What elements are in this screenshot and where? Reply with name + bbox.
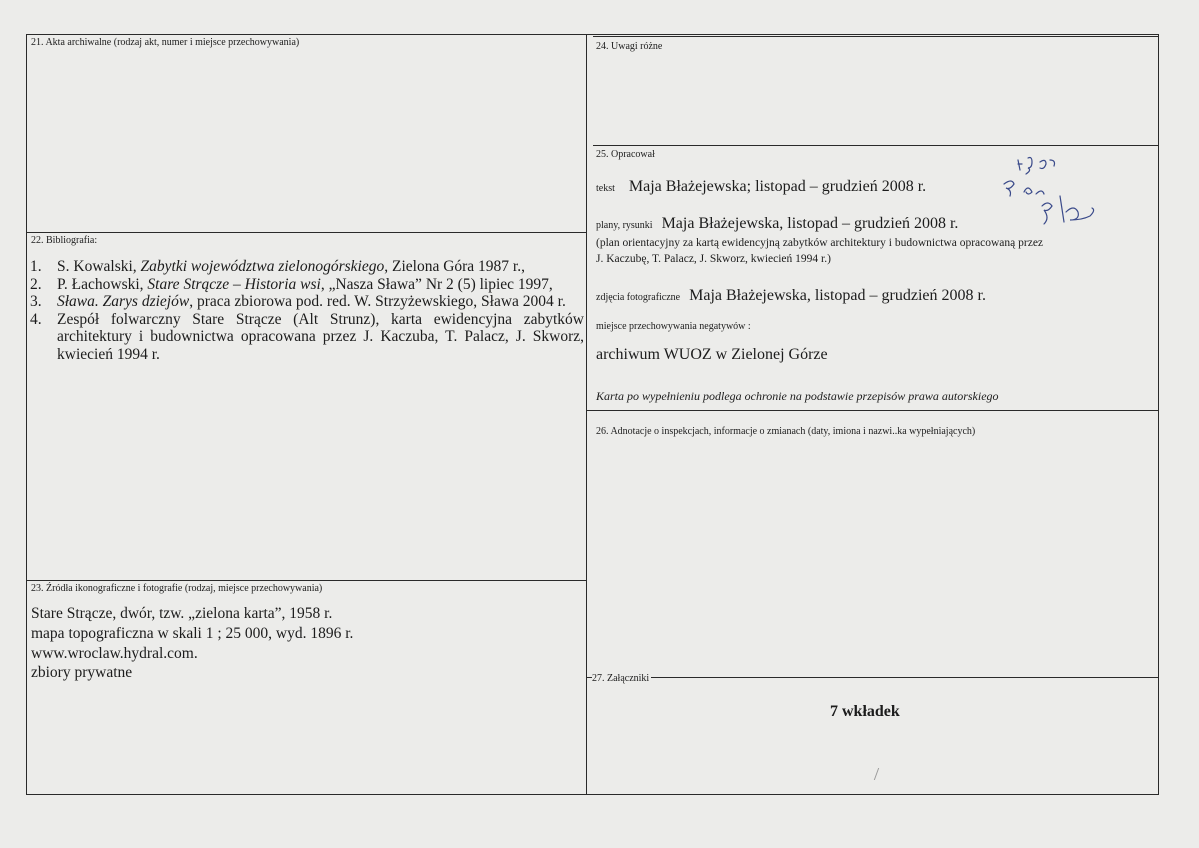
divider-22-23 <box>26 580 586 581</box>
bibliography-item <box>30 311 584 364</box>
bibliography-item-text: S. Kowalski, <box>57 258 141 275</box>
bibliography-item-number: 1. <box>30 258 42 275</box>
bibliography-item-title: Stare Strącze – Historia wsi <box>147 275 321 293</box>
divider-21-22 <box>26 232 586 233</box>
bibliography-item-text: , Zielona Góra 1987 r., <box>384 258 525 275</box>
bibliography-list <box>30 258 584 363</box>
bibliography-item-title: Zabytki województwa zielonogórskiego <box>140 258 385 275</box>
section-21-title: 21. Akta archiwalne (rodzaj akt, numer i miejsce przechowywania) <box>31 37 300 48</box>
plany-note: J. Kaczubę, T. Palacz, J. Skworz, kwiecień 1994 r.) <box>596 253 831 265</box>
divider-25-top <box>593 145 1158 146</box>
zdjecia-row <box>596 287 986 305</box>
bibliography-item <box>30 276 584 294</box>
tekst-row <box>596 178 926 196</box>
bibliography-item <box>30 293 584 311</box>
attachments-count: 7 wkładek <box>830 703 900 720</box>
bibliography-item-text: , „Nasza Sława” Nr 2 (5) lipiec 1997, <box>320 275 553 293</box>
copyright-note: Karta po wypełnieniu podlega ochronie na podstawie przepisów prawa autorskiego <box>596 389 999 403</box>
section-27-title: 27. Załączniki <box>592 673 650 684</box>
iconography-line: zbiory prywatne <box>31 664 133 681</box>
section-22-title: 22. Bibliografia: <box>31 235 98 246</box>
section-23-title: 23. Źródła ikonograficzne i fotografie (rodzaj, miejsce przechowywania) <box>31 583 323 594</box>
divider-24-25 <box>593 36 1158 37</box>
tekst-value: Maja Błażejewska; listopad – grudzień 2008 r. <box>628 178 927 195</box>
bibliography-item-number: 2. <box>30 275 42 293</box>
handwritten-signature <box>998 152 1108 232</box>
iconography-line: www.wroclaw.hydral.com. <box>31 645 198 662</box>
bibliography-item-title: Sława. Zarys dziejów <box>57 293 190 310</box>
bibliography-item-number: 4. <box>30 310 42 328</box>
plany-value: Maja Błażejewska, listopad – grudzień 2008 r. <box>661 215 959 232</box>
divider-25-26 <box>586 410 1158 411</box>
plany-note: (plan orientacyjny za kartą ewidencyjną zabytków architektury i budownictwa opracowaną przez <box>596 237 1044 249</box>
bibliography-item-text: Zespół folwarczny Stare Strącze (Alt Strunz), karta ewidencyjna zabytków architektury i budownictwa opracowana przez J. Kaczuba, T. Palacz, J. Skworz, kwiecień 1994 r. <box>57 310 584 363</box>
bibliography-item-text: , praca zbiorowa pod. red. W. Strzyżewskiego, Sława 2004 r. <box>189 293 566 310</box>
column-divider <box>586 34 587 794</box>
section-26-title: 26. Adnotacje o inspekcjach, informacje o zmianach (daty, imiona i nazwi..ka wypełniających) <box>596 426 976 437</box>
zdjecia-value: Maja Błażejewska, listopad – grudzień 2008 r. <box>689 287 986 304</box>
bibliography-item-number: 3. <box>30 293 42 310</box>
zdjecia-label: zdjęcia fotograficzne <box>596 292 681 303</box>
iconography-line: mapa topograficzna w skali 1 ; 25 000, wyd. 1896 r. <box>31 625 354 642</box>
bibliography-item <box>30 258 584 276</box>
divider-26-27 <box>586 677 1158 678</box>
plany-label: plany, rysunki <box>596 220 653 231</box>
miejsce-label: miejsce przechowywania negatywów : <box>596 321 751 332</box>
miejsce-value: archiwum WUOZ w Zielonej Górze <box>596 346 828 363</box>
section-25-title: 25. Opracował <box>596 149 655 160</box>
plany-row <box>596 215 958 233</box>
tekst-label: tekst <box>596 183 615 194</box>
bibliography-item-text: P. Łachowski, <box>57 275 148 293</box>
iconography-line: Stare Strącze, dwór, tzw. „zielona karta”, 1958 r. <box>31 605 333 622</box>
section-24-title: 24. Uwagi różne <box>596 41 663 52</box>
